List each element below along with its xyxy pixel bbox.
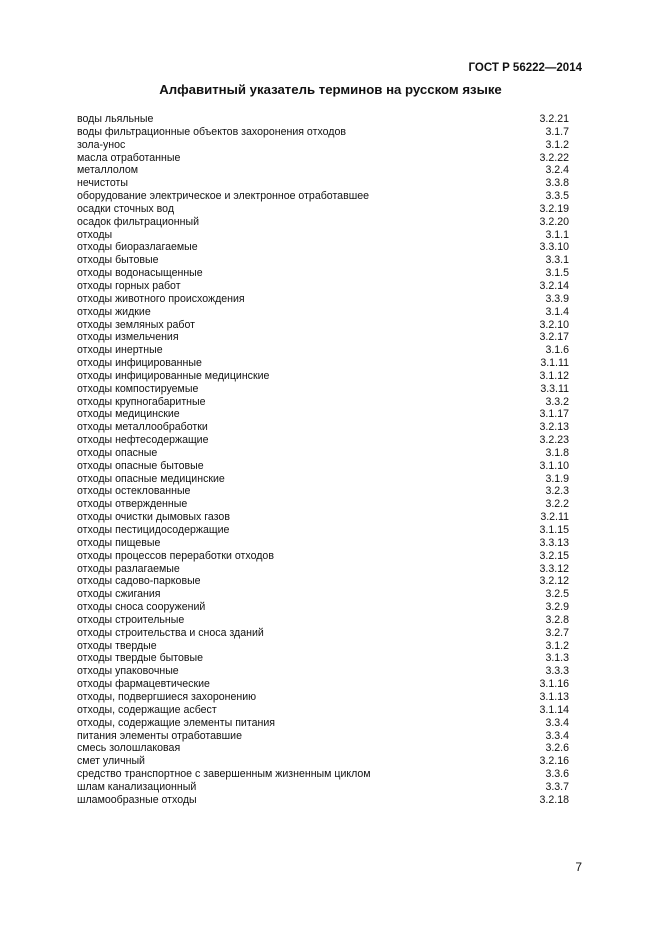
index-term: осадки сточных вод bbox=[77, 202, 175, 215]
index-term: отходы упаковочные bbox=[77, 665, 179, 678]
index-entry bbox=[77, 319, 569, 332]
index-entry bbox=[77, 768, 569, 781]
index-ref: 3.2.11 bbox=[540, 511, 569, 524]
index-ref: 3.2.22 bbox=[539, 151, 569, 164]
index-entry bbox=[77, 447, 569, 460]
index-entry bbox=[77, 498, 569, 511]
index-entry bbox=[77, 524, 569, 537]
index-term: отходы жидкие bbox=[77, 305, 151, 318]
index-ref: 3.2.7 bbox=[545, 626, 569, 639]
index-entry bbox=[77, 293, 569, 306]
index-ref: 3.3.6 bbox=[545, 768, 569, 781]
index-entry bbox=[77, 434, 569, 447]
index-ref: 3.2.9 bbox=[545, 601, 569, 614]
index-term: отходы металлообработки bbox=[77, 421, 208, 434]
page-title: Алфавитный указатель терминов на русском языке bbox=[159, 82, 502, 97]
index-term: отходы медицинские bbox=[77, 408, 180, 421]
index-term: отходы опасные медицинские bbox=[77, 472, 225, 485]
index-entry bbox=[77, 755, 569, 768]
index-ref: 3.2.15 bbox=[539, 549, 569, 562]
index-entry bbox=[77, 152, 569, 165]
index-term: отходы bbox=[77, 228, 113, 241]
index-term: отходы, подвергшиеся захоронению bbox=[77, 690, 257, 703]
index-term: зола-унос bbox=[77, 138, 126, 151]
index-entry bbox=[77, 678, 569, 691]
index-entry bbox=[77, 460, 569, 473]
index-term: металлолом bbox=[77, 164, 139, 177]
index-entry bbox=[77, 241, 569, 254]
index-term: отходы водонасыщенные bbox=[77, 267, 203, 280]
index-term: шлам канализационный bbox=[77, 780, 197, 793]
index-ref: 3.1.9 bbox=[545, 472, 569, 485]
index-ref: 3.3.2 bbox=[545, 395, 569, 408]
index-ref: 3.1.2 bbox=[545, 138, 569, 151]
index-ref: 3.1.6 bbox=[545, 344, 569, 357]
index-term: отходы пестицидосодержащие bbox=[77, 524, 230, 536]
index-ref: 3.1.8 bbox=[545, 446, 569, 459]
index-term: отходы компостируемые bbox=[77, 382, 199, 395]
index-entry bbox=[77, 421, 569, 434]
index-term: отходы биоразлагаемые bbox=[77, 241, 198, 254]
index-term: воды льяльные bbox=[77, 113, 154, 125]
index-term: отходы твердые bbox=[77, 639, 157, 652]
index-entry bbox=[77, 203, 569, 216]
index-term: отходы измельчения bbox=[77, 331, 179, 344]
index-ref: 3.3.12 bbox=[539, 562, 569, 575]
index-entry bbox=[77, 614, 569, 627]
index-entry bbox=[77, 601, 569, 614]
index-term: отходы, содержащие элементы питания bbox=[77, 716, 275, 729]
index-ref: 3.1.7 bbox=[545, 125, 569, 138]
index-term: воды фильтрационные объектов захоронения отходов bbox=[77, 125, 346, 138]
index-entry bbox=[77, 216, 569, 229]
index-entry bbox=[77, 280, 569, 293]
index-ref: 3.3.7 bbox=[545, 780, 569, 793]
index-term: отходы пищевые bbox=[77, 536, 161, 549]
index-ref: 3.1.11 bbox=[540, 357, 569, 370]
index-entry bbox=[77, 254, 569, 267]
index-entry bbox=[77, 563, 569, 576]
index-entry bbox=[77, 652, 569, 665]
index-term: отходы строительства и сноса зданий bbox=[77, 626, 264, 639]
index-ref: 3.1.12 bbox=[539, 369, 569, 382]
index-term: отходы разлагаемые bbox=[77, 562, 180, 575]
index-entry bbox=[77, 627, 569, 640]
index-ref: 3.2.4 bbox=[545, 164, 569, 177]
index-ref: 3.2.2 bbox=[545, 498, 569, 511]
index-entry bbox=[77, 730, 569, 743]
index-ref: 3.2.5 bbox=[545, 588, 569, 601]
index-entry bbox=[77, 537, 569, 550]
page-number: 7 bbox=[575, 860, 582, 874]
index-ref: 3.1.14 bbox=[539, 703, 569, 716]
index-entry bbox=[77, 691, 569, 704]
index-entry bbox=[77, 794, 569, 807]
index-entry bbox=[77, 575, 569, 588]
index-term: отходы инфицированные bbox=[77, 357, 202, 370]
index-entry bbox=[77, 781, 569, 794]
index-term: отходы земляных работ bbox=[77, 318, 195, 331]
index-term: отходы опасные бытовые bbox=[77, 459, 204, 472]
index-ref: 3.3.3 bbox=[545, 665, 569, 678]
index-entry bbox=[77, 473, 569, 486]
index-entry bbox=[77, 665, 569, 678]
index-ref: 3.2.21 bbox=[539, 113, 569, 125]
index-term: питания элементы отработавшие bbox=[77, 729, 242, 742]
index-term: отходы сноса сооружений bbox=[77, 601, 206, 614]
index-ref: 3.3.8 bbox=[545, 177, 569, 190]
index-term: оборудование электрическое и электронное отработавшее bbox=[77, 190, 369, 203]
index-ref: 3.1.10 bbox=[539, 459, 569, 472]
index-term: отходы очистки дымовых газов bbox=[77, 511, 230, 524]
index-term: отходы, содержащие асбест bbox=[77, 703, 217, 716]
index-term: осадок фильтрационный bbox=[77, 215, 199, 228]
index-ref: 3.1.3 bbox=[545, 652, 569, 665]
index-ref: 3.2.14 bbox=[539, 279, 569, 292]
index-entry bbox=[77, 383, 569, 396]
index-term: отходы твердые бытовые bbox=[77, 652, 204, 665]
index-term: отходы инертные bbox=[77, 344, 163, 357]
index-ref: 3.3.5 bbox=[545, 190, 569, 203]
index-term: средство транспортное с завершенным жизненным циклом bbox=[77, 768, 371, 781]
index-term: отходы крупногабаритные bbox=[77, 395, 206, 408]
index-term: отходы бытовые bbox=[77, 254, 159, 267]
index-ref: 3.3.4 bbox=[545, 716, 569, 729]
index-ref: 3.2.13 bbox=[539, 421, 569, 434]
index-ref: 3.2.20 bbox=[539, 215, 569, 228]
index-ref: 3.2.23 bbox=[539, 434, 569, 447]
index-entry bbox=[77, 177, 569, 190]
index-ref: 3.1.5 bbox=[545, 267, 569, 280]
index-term: нечистоты bbox=[77, 177, 128, 190]
index-ref: 3.2.10 bbox=[539, 318, 569, 331]
index-ref: 3.1.2 bbox=[545, 639, 569, 652]
index-ref: 3.1.4 bbox=[545, 305, 569, 318]
index-entry bbox=[77, 396, 569, 409]
index-entry bbox=[77, 306, 569, 319]
index-term: отходы сжигания bbox=[77, 588, 161, 601]
index-term: отходы горных работ bbox=[77, 279, 181, 292]
index-entry bbox=[77, 588, 569, 601]
index-term: отходы отвержденные bbox=[77, 498, 188, 511]
index-term: смет уличный bbox=[77, 755, 145, 768]
index-entry bbox=[77, 742, 569, 755]
index-term: отходы строительные bbox=[77, 613, 185, 626]
index-term: отходы остеклованные bbox=[77, 485, 191, 498]
index-ref: 3.1.17 bbox=[539, 408, 569, 421]
index-ref: 3.3.11 bbox=[540, 382, 569, 395]
index-ref: 3.2.3 bbox=[545, 485, 569, 498]
index-entry bbox=[77, 126, 569, 139]
index-term: отходы нефтесодержащие bbox=[77, 434, 209, 447]
index-ref: 3.2.17 bbox=[539, 331, 569, 344]
index-entry bbox=[77, 511, 569, 524]
index-ref: 3.1.16 bbox=[539, 678, 569, 691]
index-term: отходы животного происхождения bbox=[77, 292, 245, 305]
index-ref: 3.2.6 bbox=[545, 742, 569, 755]
index-entry bbox=[77, 344, 569, 357]
index-entry bbox=[77, 229, 569, 242]
index-entry bbox=[77, 267, 569, 280]
index-entry bbox=[77, 331, 569, 344]
index-ref: 3.1.13 bbox=[539, 690, 569, 703]
index-ref: 3.2.18 bbox=[539, 793, 569, 806]
index-ref: 3.2.16 bbox=[539, 755, 569, 768]
index-ref: 3.2.19 bbox=[539, 202, 569, 215]
index-ref: 3.3.9 bbox=[545, 292, 569, 305]
index-ref: 3.3.10 bbox=[539, 241, 569, 254]
index-ref: 3.1.1 bbox=[545, 228, 569, 241]
index-entry bbox=[77, 139, 569, 152]
index-ref: 3.2.12 bbox=[539, 575, 569, 588]
index-entry bbox=[77, 550, 569, 563]
index-term: отходы опасные bbox=[77, 446, 158, 459]
index-entry bbox=[77, 640, 569, 653]
index-term: отходы садово-парковые bbox=[77, 575, 201, 588]
index-term: отходы процессов переработки отходов bbox=[77, 549, 274, 562]
index-entry bbox=[77, 113, 569, 126]
index-ref: 3.3.13 bbox=[539, 536, 569, 549]
index-ref: 3.3.4 bbox=[545, 729, 569, 742]
index-term: масла отработанные bbox=[77, 151, 181, 164]
index-entry bbox=[77, 357, 569, 370]
index-entry bbox=[77, 164, 569, 177]
index-term: отходы фармацевтические bbox=[77, 678, 210, 691]
standard-number: ГОСТ Р 56222—2014 bbox=[468, 62, 582, 74]
term-index bbox=[77, 113, 569, 807]
index-term: отходы инфицированные медицинские bbox=[77, 369, 270, 382]
index-ref: 3.3.1 bbox=[545, 254, 569, 267]
index-term: шламообразные отходы bbox=[77, 793, 197, 806]
index-entry bbox=[77, 370, 569, 383]
index-entry bbox=[77, 408, 569, 421]
index-entry bbox=[77, 717, 569, 730]
index-entry bbox=[77, 485, 569, 498]
index-entry bbox=[77, 704, 569, 717]
index-entry bbox=[77, 190, 569, 203]
index-ref: 3.1.15 bbox=[539, 524, 569, 536]
index-term: смесь золошлаковая bbox=[77, 742, 181, 755]
index-ref: 3.2.8 bbox=[545, 613, 569, 626]
